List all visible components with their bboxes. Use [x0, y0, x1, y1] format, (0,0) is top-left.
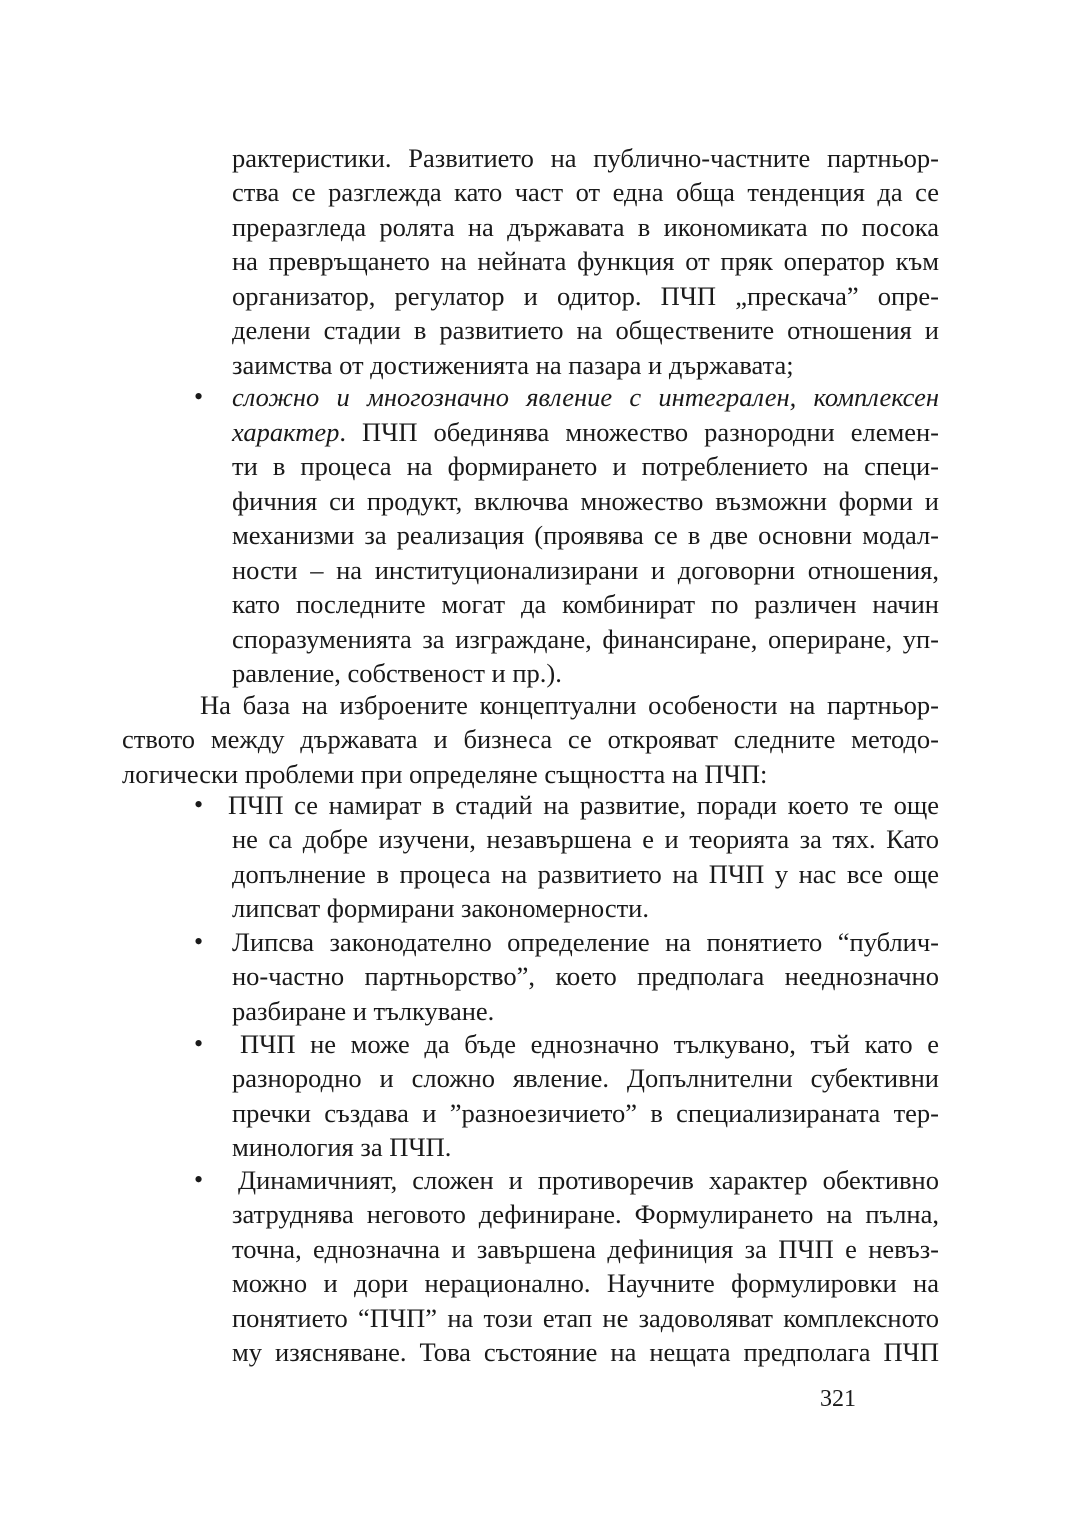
text-line: не са добре изучени, незавършена е и теорията за тях. Като — [232, 824, 939, 854]
text-line: ти в процеса на формирането и потреблението на специ- — [232, 451, 939, 481]
paragraph-line: логически проблеми при определяне същността на ПЧП: — [122, 759, 768, 789]
text-line: равление, собственост и пр.). — [232, 658, 562, 688]
bullet-marker: • — [194, 790, 204, 819]
text-line: понятието “ПЧП” на този етап не задоволяват комплексното — [232, 1303, 939, 1333]
text-line: минология за ПЧП. — [232, 1132, 452, 1162]
text-line: рактеристики. Развитието на публично-частните партньор- — [232, 143, 939, 173]
text-line: делени стадии в развитието на обществените отношения и — [232, 315, 939, 345]
italic-phrase: характер — [232, 417, 340, 447]
text-line: споразуменията за изграждане, финансиране, опериране, уп- — [232, 624, 939, 654]
text-line: заимства от достиженията на пазара и държавата; — [232, 350, 794, 380]
text-line: пречки създава и ”разноезичието” в специализираната тер- — [232, 1098, 939, 1128]
text-line: на превръщането на нейната функция от пряк оператор към — [232, 246, 939, 276]
bullet-marker: • — [194, 382, 204, 411]
text-line: му изясняване. Това състояние на нещата предполага ПЧП — [232, 1337, 939, 1367]
text-line: като последните могат да комбинират по различен начин — [232, 589, 939, 619]
paragraph-line: ството между държавата и бизнеса се открояват следните методо- — [122, 724, 939, 754]
page-number: 321 — [820, 1386, 856, 1412]
text-line: разнородно и сложно явление. Допълнителни субективни — [232, 1063, 939, 1093]
text-line: ности – на институционализирани и договорни отношения, — [232, 555, 939, 585]
text-line: липсват формирани закономерности. — [232, 893, 649, 923]
bullet-marker: • — [194, 1029, 204, 1058]
bullet-marker: • — [194, 927, 204, 956]
text-line — [232, 415, 939, 449]
text-line: преразгледа ролята на държавата в икономиката по посока — [232, 212, 939, 242]
text-line: ПЧП се намират в стадий на развитие, поради което те още — [228, 790, 939, 820]
text-line: можно и дори нерационално. Научните формулировки на — [232, 1268, 939, 1298]
text-line: ства се разглежда като част от една обща тенденция да се — [232, 177, 939, 207]
text-line: механизми за реализация (проявява се в две основни модал- — [232, 520, 939, 550]
text-line: Липсва законодателно определение на понятието “публич- — [232, 927, 939, 957]
text-line: затруднява неговото дефиниране. Формулирането на пълна, — [232, 1199, 939, 1229]
text-line: Динамичният, сложен и противоречив характер обективно — [238, 1165, 939, 1195]
text-line: организатор, регулатор и одитор. ПЧП „прескача” опре- — [232, 281, 939, 311]
text-line: точна, еднозначна и завършена дефиниция за ПЧП е невъз- — [232, 1234, 939, 1264]
text-line: но-частно партньорство”, което предполага нееднозначно — [232, 961, 939, 991]
italic-phrase: сложно и многозначно явление с интегрален, комплексен — [232, 382, 939, 412]
text-line: допълнение в процеса на развитието на ПЧП у нас все още — [232, 859, 939, 889]
text-line: фичния си продукт, включва множество възможни форми и — [232, 486, 939, 516]
text-line — [232, 380, 939, 414]
text-line: ПЧП не може да бъде еднозначно тълкувано, тъй като е — [240, 1029, 939, 1059]
paragraph-line: На база на изброените концептуални особености на партньор- — [200, 690, 939, 720]
text-line: разбиране и тълкуване. — [232, 996, 495, 1026]
text-run: . ПЧП обединява множество разнородни елемен- — [339, 417, 939, 447]
bullet-marker: • — [194, 1165, 204, 1194]
